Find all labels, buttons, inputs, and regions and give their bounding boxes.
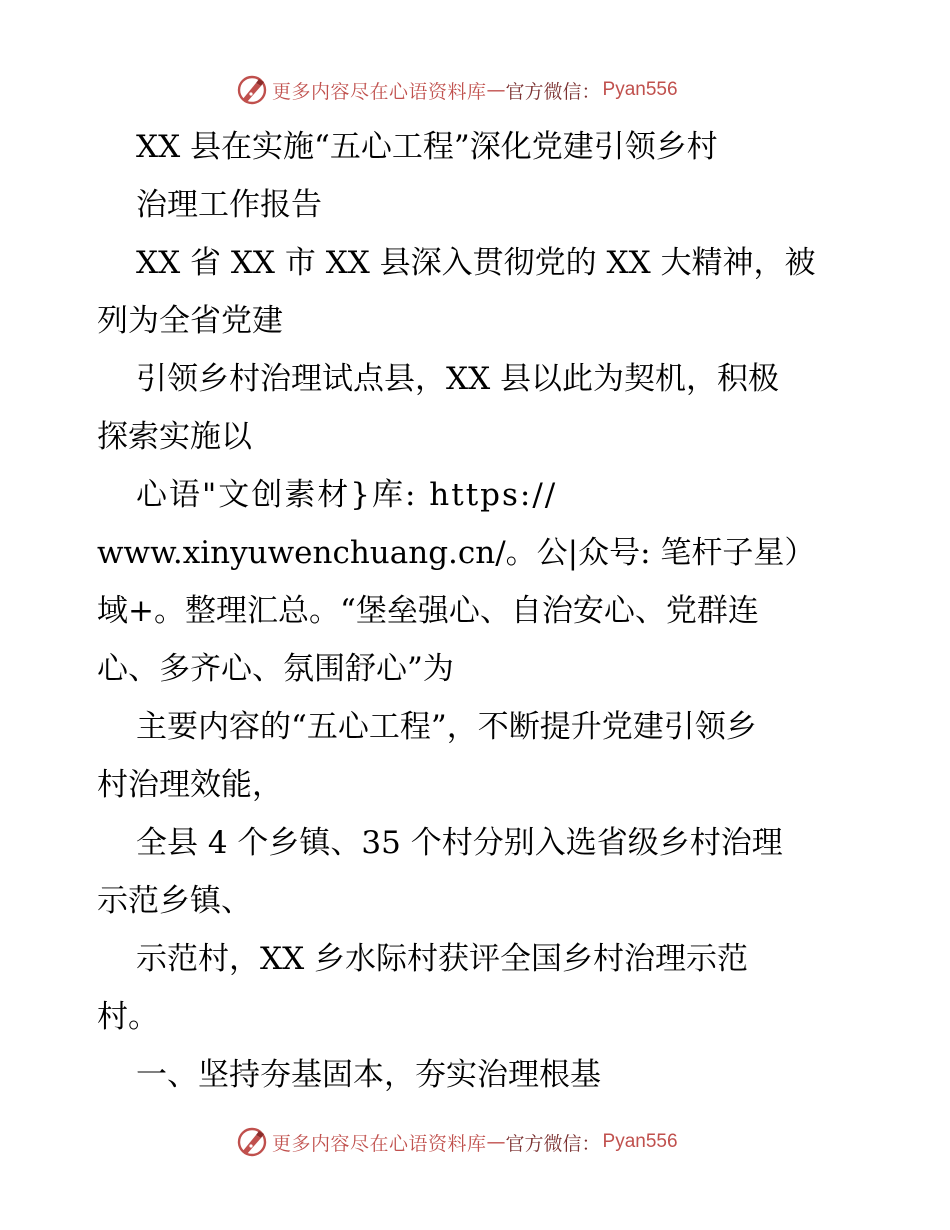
paragraph-line: 心、多齐心、氛围舒心”为 — [97, 651, 454, 687]
report-title-line-2: 治理工作报告 — [136, 187, 322, 223]
paragraph-line: 探索实施以 — [97, 419, 252, 455]
paragraph-line: XX 省 XX 市 XX 县深入贯彻党的 XX 大精神，被 — [136, 245, 816, 281]
paragraph-line: 示范村，XX 乡水际村获评全国乡村治理示范 — [136, 941, 748, 977]
watermark-wechat-id: Pyan556 — [602, 79, 678, 100]
watermark-slogan: 更多内容尽在心语资料库 — [272, 1132, 487, 1155]
paragraph-line: 村。 — [97, 999, 159, 1035]
paragraph-line: 全县 4 个乡镇、35 个村分别入选省级乡村治理 — [136, 825, 783, 861]
paragraph-line: 域+。整理汇总。“堡垒强心、自治安心、党群连 — [97, 593, 759, 629]
watermark-dash: — — [486, 1131, 506, 1153]
pen-nib-logo-icon — [236, 1126, 268, 1158]
watermark-wechat-label: 官方微信： — [505, 80, 601, 103]
paragraph-line: 引领乡村治理试点县，XX 县以此为契机，积极 — [136, 361, 779, 397]
watermark-wechat-id: Pyan556 — [602, 1131, 678, 1152]
watermark-slogan: 更多内容尽在心语资料库 — [272, 80, 487, 103]
watermark-wechat-label: 官方微信： — [505, 1132, 601, 1155]
header-watermark-banner — [236, 72, 736, 108]
paragraph-line: www.xinyuwenchuang.cn/。公|众号: 笔杆子星） — [97, 535, 816, 571]
section-heading: 一、坚持夯基固本，夯实治理根基 — [136, 1057, 601, 1093]
footer-watermark-banner — [236, 1124, 736, 1160]
paragraph-line: 村治理效能， — [97, 767, 283, 803]
paragraph-line: 示范乡镇、 — [97, 883, 252, 919]
paragraph-line: 主要内容的“五心工程”，不断提升党建引领乡 — [136, 709, 757, 745]
paragraph-line: 心语"文创素材}库: https:// — [136, 477, 558, 513]
watermark-dash: — — [486, 79, 506, 101]
report-title-line-1: XX 县在实施“五心工程”深化党建引领乡村 — [136, 129, 718, 165]
pen-nib-logo-icon — [236, 74, 268, 106]
paragraph-line: 列为全省党建 — [97, 303, 283, 339]
